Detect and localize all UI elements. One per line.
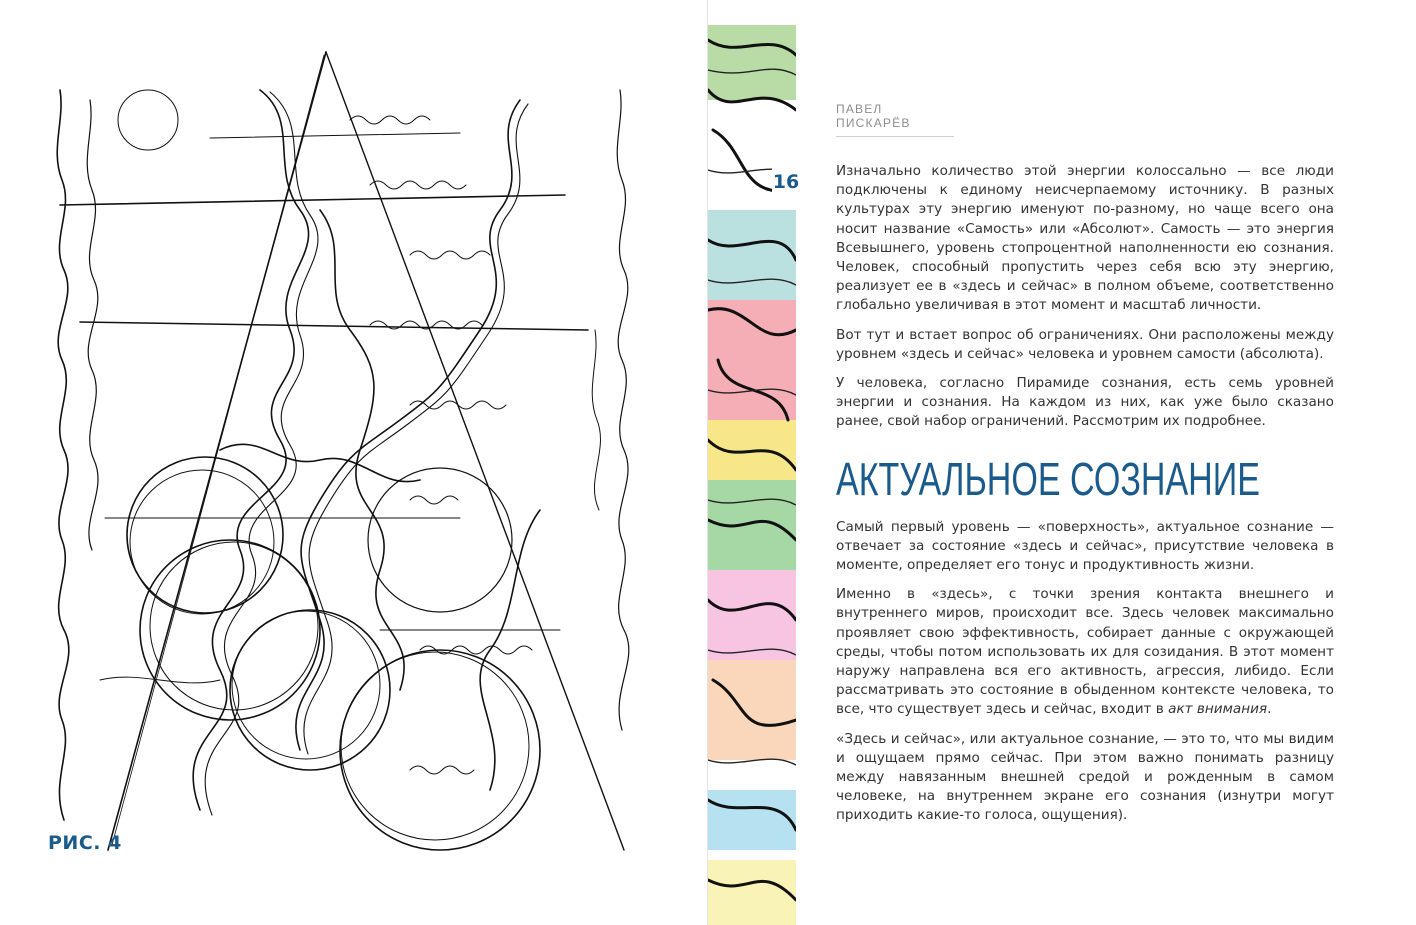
italic-term: акт внимания	[1168, 701, 1268, 718]
pyramid-of-consciousness-sketch	[20, 30, 680, 890]
right-page	[708, 0, 1416, 925]
paragraph: Самый первый уровень — «поверхность», актуальное сознание — отвечает за состояние «здесь и сейчас», присутствие человека в моменте, определяет его тонус и продуктивность жизни.	[836, 518, 1334, 574]
figure-caption: РИС. 4	[48, 832, 122, 854]
paragraph-text: Именно в «здесь», с точки зрения контакта внешнего и внутреннего миров, происходит все. Здесь человек максимально проявляет свою эффективность, собирает данные с окружающей среды, чтобы потом использовать их для созидания. В этот момент наружу направлена вся его активность, агрессия, либидо. Если рассматривать это состояние в обыденном контексте человека, то все, что существует здесь и сейчас, входит в	[836, 586, 1334, 718]
paragraph: Изначально количество этой энергии колоссально — все люди подключены к единому неисчерпаемому источнику. В разных культурах эту энергию именуют по-разному, но чаще всего она носит название «Самость» или «Абсолют». Самость — это энергия Всевышнего, уровень стопроцентной наполненности ею сознания. Человек, способный пропустить через себя всю эту энергию, реализует ее в «здесь и сейчас» в полном объеме, соответственно глобально увеличивая в этот момент и масштаб личности.	[836, 163, 1334, 314]
paragraph: У человека, согласно Пирамиде сознания, есть семь уровней энергии и сознания. На каждом из них, как уже было сказано ранее, свой набор ограничений. Рассмотрим их подробнее.	[836, 375, 1334, 430]
author-header: ПАВЕЛ ПИСКАРЁВ	[836, 102, 954, 137]
paragraph: «Здесь и сейчас», или актуальное сознание, — это то, что мы видим и ощущаем прямо сейчас. При этом важно понимать разницу между навязанным внешней средой и рожденным в самом человеке, на внутреннем экране его сознания (изнутри могут приходить какие-то голоса, ощущения).	[836, 730, 1334, 824]
article-body	[836, 162, 1334, 836]
paragraph: Вот тут и встает вопрос об ограничениях. Они расположены между уровнем «здесь и сейчас» человека и уровнем самости (абсолюта).	[836, 326, 1334, 362]
paragraph	[836, 585, 1334, 719]
paragraph-end: .	[1267, 701, 1272, 718]
section-heading: АКТУАЛЬНОЕ СОЗНАНИЕ	[836, 452, 1260, 505]
page-number: 16	[772, 168, 800, 200]
decorative-art-strip	[708, 0, 796, 925]
left-page	[0, 0, 707, 925]
